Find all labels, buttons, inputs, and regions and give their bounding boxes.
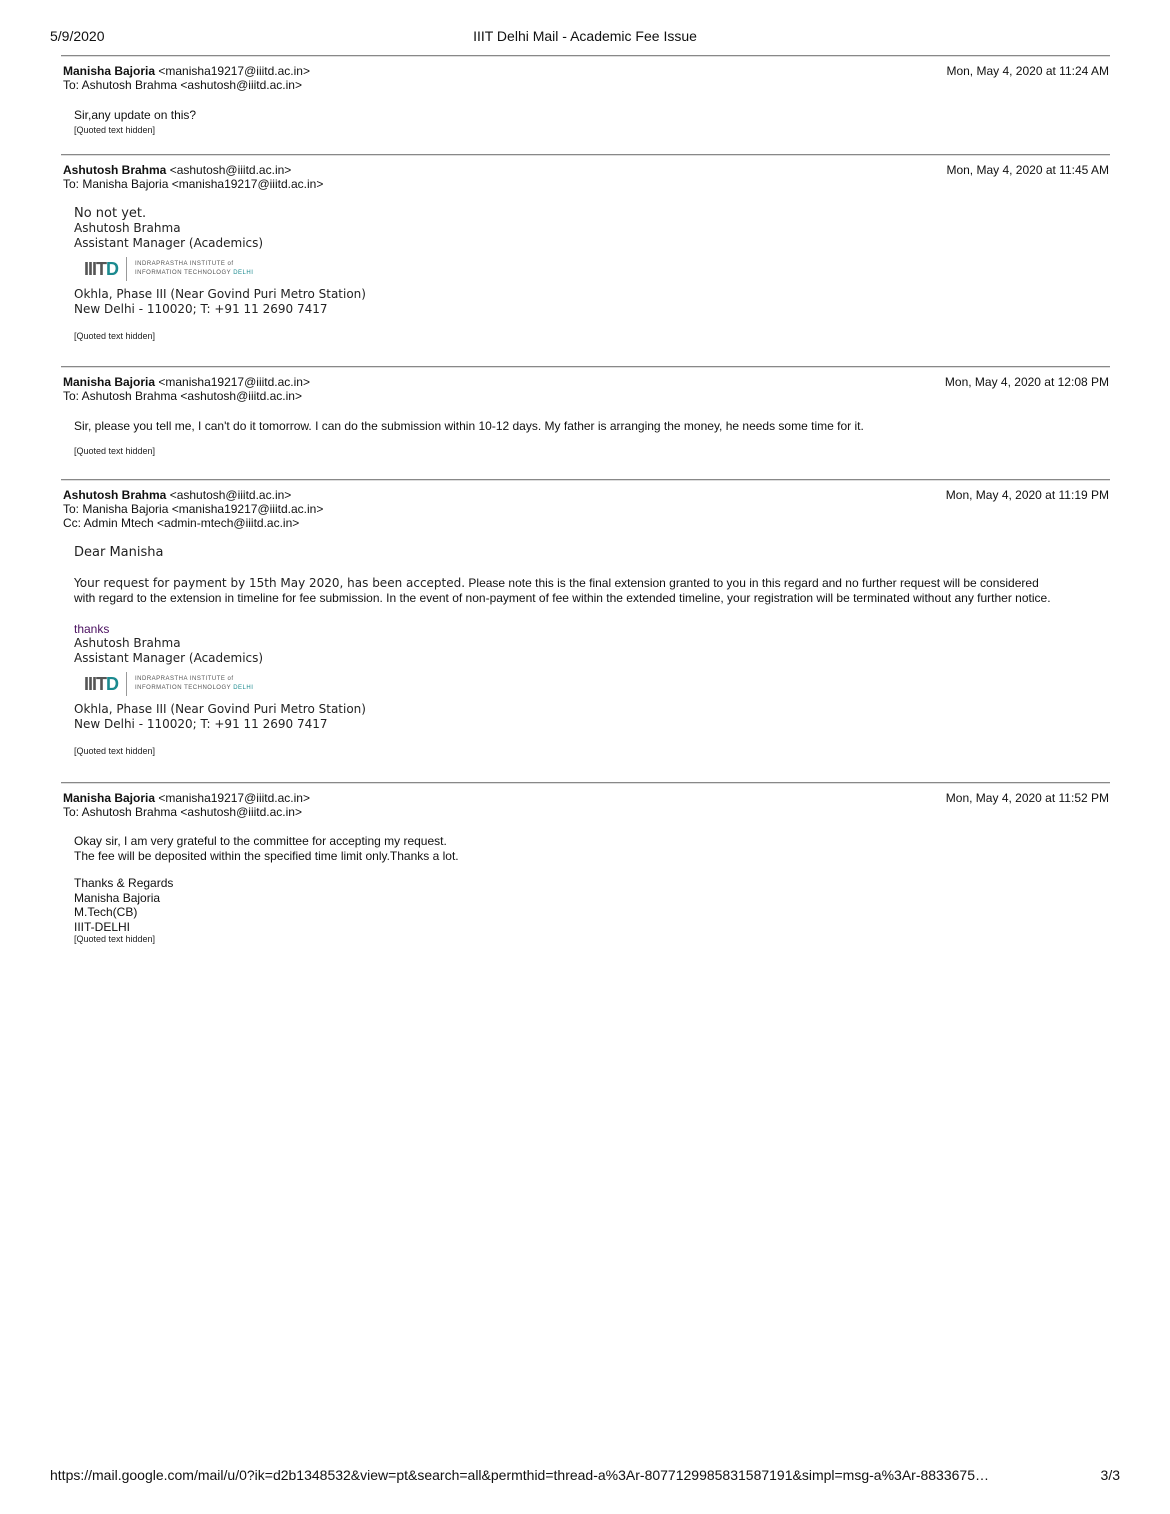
quoted-text-hidden[interactable]: [Quoted text hidden] [74, 445, 156, 456]
sender-email[interactable]: <ashutosh@iiitd.ac.in> [169, 488, 292, 502]
body-line: Okay sir, I am very grateful to the committee for accepting my request. [74, 834, 447, 848]
body-paragraph: Your request for payment by 15th May 2020, has been accepted. Please note this is the final extension granted to you in this regard and no further request will be considered [74, 576, 1039, 590]
sender-email[interactable]: <manisha19217@iiitd.ac.in> [158, 375, 310, 389]
page-number: 3/3 [1100, 1467, 1120, 1483]
sender-name: Ashutosh Brahma [63, 163, 167, 177]
print-header [50, 28, 1120, 48]
message-divider [61, 479, 1110, 481]
logo-divider [126, 672, 127, 696]
message-divider [61, 366, 1110, 368]
sender-email[interactable]: <manisha19217@iiitd.ac.in> [158, 64, 310, 78]
sender-email[interactable]: <ashutosh@iiitd.ac.in> [169, 163, 292, 177]
greeting: Dear Manisha [74, 545, 164, 560]
message-date: Mon, May 4, 2020 at 12:08 PM [944, 375, 1109, 389]
iiitd-logo [84, 256, 1109, 282]
quoted-text-hidden[interactable]: [Quoted text hidden] [74, 124, 156, 135]
print-title: IIIT Delhi Mail - Academic Fee Issue [473, 28, 697, 44]
logo-text: INDRAPRASTHA INSTITUTE of INFORMATION TECHNOLOGY DELHI [135, 261, 254, 276]
signature-address: New Delhi - 110020; T: +91 11 2690 7417 [74, 717, 328, 731]
logo-divider [126, 257, 127, 281]
message-divider [61, 55, 1110, 57]
message-body [74, 206, 1109, 341]
message-body [74, 419, 1109, 456]
print-url: https://mail.google.com/mail/u/0?ik=d2b1348532&view=pt&search=all&permthid=thread-a%3Ar-8077129985831587191&simpl=msg-a%3Ar-8833675… [50, 1467, 989, 1483]
recipient-line: To: Ashutosh Brahma <ashutosh@iiitd.ac.in> [63, 389, 302, 403]
signature-name: Ashutosh Brahma [74, 221, 181, 235]
message-divider [61, 782, 1110, 784]
recipient-line: To: Ashutosh Brahma <ashutosh@iiitd.ac.in> [63, 805, 302, 819]
message-header [63, 375, 1109, 403]
signature-address: New Delhi - 110020; T: +91 11 2690 7417 [74, 302, 328, 316]
signature-role: Assistant Manager (Academics) [74, 651, 264, 665]
body-line: The fee will be deposited within the specified time limit only.Thanks a lot. [74, 848, 459, 863]
sender-name: Manisha Bajoria [63, 64, 156, 78]
message-date: Mon, May 4, 2020 at 11:45 AM [946, 163, 1109, 177]
message-body [74, 545, 1109, 756]
body-line: Sir, please you tell me, I can't do it tomorrow. I can do the submission within 10-12 days. My father is arranging the money, he needs some time for it. [74, 419, 864, 433]
iiitd-logo-mark: IIITD [84, 673, 118, 694]
message-date: Mon, May 4, 2020 at 11:52 PM [945, 791, 1109, 805]
recipient-line: To: Ashutosh Brahma <ashutosh@iiitd.ac.in> [63, 78, 302, 92]
sign-off: Thanks & Regards [74, 876, 174, 890]
sign-name: Manisha Bajoria [74, 890, 161, 905]
message-body [74, 108, 1109, 135]
quoted-text-hidden[interactable]: [Quoted text hidden] [74, 934, 156, 944]
iiitd-logo-mark: IIITD [84, 258, 118, 279]
cc-line: Cc: Admin Mtech <admin-mtech@iiitd.ac.in> [63, 516, 300, 530]
sender-email[interactable]: <manisha19217@iiitd.ac.in> [158, 791, 310, 805]
signature-role: Assistant Manager (Academics) [74, 236, 264, 250]
body-line: Sir,any update on this? [74, 108, 197, 122]
sender-name: Manisha Bajoria [63, 375, 156, 389]
body-line: No not yet. [74, 206, 147, 221]
iiitd-logo [84, 671, 1109, 697]
message-divider [61, 154, 1110, 156]
message-header [63, 163, 1109, 191]
sender-name: Manisha Bajoria [63, 791, 156, 805]
message-header [63, 64, 1109, 92]
sender-name: Ashutosh Brahma [63, 488, 167, 502]
logo-text: INDRAPRASTHA INSTITUTE of INFORMATION TECHNOLOGY DELHI [135, 676, 254, 691]
message-date: Mon, May 4, 2020 at 11:24 AM [946, 64, 1109, 78]
signature-address: Okhla, Phase III (Near Govind Puri Metro Station) [74, 702, 366, 716]
message-header [63, 488, 1109, 530]
quoted-text-hidden[interactable]: [Quoted text hidden] [74, 746, 156, 756]
body-paragraph: with regard to the extension in timeline for fee submission. In the event of non-payment of fee within the extended timeline, your registration will be terminated without any further notice. [74, 591, 1051, 605]
thanks-line: thanks [74, 622, 110, 636]
signature-address: Okhla, Phase III (Near Govind Puri Metro Station) [74, 287, 366, 301]
message-header [63, 791, 1109, 819]
sign-program: M.Tech(CB) [74, 905, 138, 919]
recipient-line: To: Manisha Bajoria <manisha19217@iiitd.ac.in> [63, 502, 324, 516]
message-body [74, 834, 1109, 944]
signature-name: Ashutosh Brahma [74, 636, 181, 650]
print-date: 5/9/2020 [50, 28, 105, 44]
quoted-text-hidden[interactable]: [Quoted text hidden] [74, 331, 156, 341]
sign-institute: IIIT-DELHI [74, 919, 131, 934]
recipient-line: To: Manisha Bajoria <manisha19217@iiitd.ac.in> [63, 177, 324, 191]
message-date: Mon, May 4, 2020 at 11:19 PM [945, 488, 1109, 502]
